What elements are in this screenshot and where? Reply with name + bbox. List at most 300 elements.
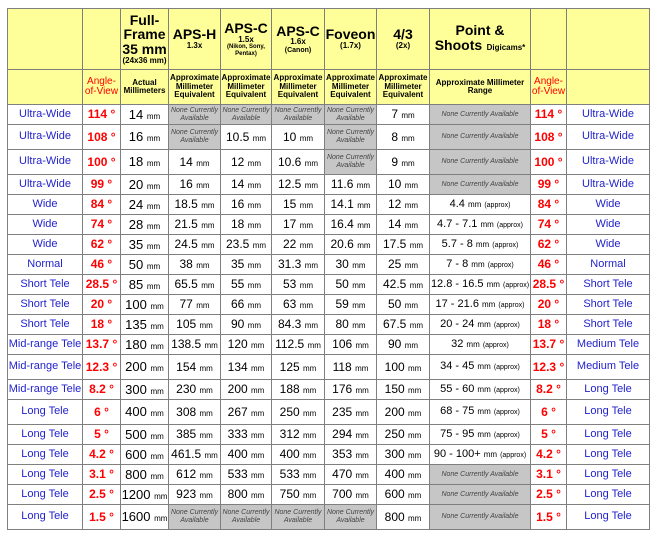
point-shoot-approx: (approx) (484, 201, 511, 209)
full-frame-cell-value: 35 (128, 236, 144, 252)
angle-of-view-cell: 28.5 ° (83, 275, 121, 295)
point-shoot-cell (430, 445, 531, 465)
equiv-header-foveon: Approximate Millimeter Equivalent (325, 70, 377, 105)
ft-cell-value: 14 (387, 217, 402, 232)
apsc2-cell (272, 465, 325, 485)
full-frame-cell-value: 600 (125, 446, 147, 462)
apsc1-cell-unit: mm (251, 363, 265, 373)
apsc1-cell (221, 295, 272, 315)
lens-type-cell-right: Medium Tele (567, 335, 650, 355)
point-shoot-approx: (approx) (500, 451, 527, 459)
apsc1-cell-unit: mm (247, 261, 262, 271)
point-shoot-cell-na: None Currently Available (430, 175, 531, 195)
apsc1-cell-value: 533 (227, 467, 248, 482)
full-frame-cell-unit: mm (146, 281, 161, 291)
apsc1-cell (221, 485, 272, 505)
point-shoot-value: 4.7 - 7.1 (437, 217, 478, 230)
apsh-cell (169, 400, 221, 425)
ft-cell (377, 335, 430, 355)
table-row (8, 400, 650, 425)
apsc1-cell (221, 175, 272, 195)
ft-cell-value: 400 (384, 467, 405, 482)
angle-of-view-cell: 84 ° (83, 195, 121, 215)
ft-cell-unit: mm (408, 471, 422, 481)
ft-cell-unit: mm (409, 241, 424, 251)
apsc1-cell-value: 120 (227, 337, 248, 352)
angle-of-view-cell-right: 74 ° (531, 215, 567, 235)
angle-of-view-cell: 100 ° (83, 150, 121, 175)
point-shoot-cell-na: None Currently Available (430, 105, 531, 125)
point-shoot-approx: (approx) (487, 261, 514, 269)
foveon-cell (325, 175, 377, 195)
apsh-cell (169, 315, 221, 335)
apsc2-cell-value: 31.3 (277, 257, 302, 272)
lens-type-cell-right: Ultra-Wide (567, 125, 650, 150)
apsh-cell-unit: mm (199, 321, 213, 331)
apsh-cell (169, 295, 221, 315)
foveon-cell-value: 50 (335, 277, 349, 292)
angle-of-view-cell: 4.2 ° (83, 445, 121, 465)
full-frame-cell-unit: mm (150, 341, 164, 351)
full-frame-cell-value: 16 (128, 129, 144, 145)
point-shoot-value: 90 - 100+ (433, 447, 481, 460)
full-frame-cell (121, 175, 169, 195)
full-frame-cell (121, 445, 169, 465)
ft-cell (377, 355, 430, 380)
foveon-cell-value: 106 (332, 337, 353, 352)
apsh-cell (169, 465, 221, 485)
point-shoot-cell (430, 315, 531, 335)
apsc1-cell (221, 150, 272, 175)
apsh-cell-value: 308 (176, 404, 197, 419)
apsc2-cell-unit: mm (303, 451, 317, 461)
point-shoot-cell (430, 215, 531, 235)
aps-c-canon-factor: 1.6x (290, 37, 306, 47)
lens-type-cell: Mid-range Tele (8, 355, 83, 380)
full-frame-cell (121, 235, 169, 255)
apsc2-cell-value: 12.5 (277, 177, 302, 192)
point-shoot-cell (430, 275, 531, 295)
apsh-cell-value: 21.5 (174, 217, 198, 232)
range-header-point-shoot: Approximate Millimeter Range (430, 70, 531, 105)
full-frame-size: 35 mm (122, 41, 167, 58)
apsc2-cell-value: 250 (279, 404, 300, 419)
angle-of-view-header: Angle-of-View (83, 70, 121, 105)
four-thirds-factor: (2x) (395, 41, 411, 51)
foveon-cell-unit: mm (355, 386, 369, 396)
header-aps-c-nikon (221, 9, 272, 70)
full-frame-cell-value: 24 (128, 196, 144, 212)
foveon-cell (325, 380, 377, 400)
full-frame-cell-value: 800 (125, 466, 147, 482)
apsc1-cell (221, 400, 272, 425)
foveon-cell-value: 235 (332, 404, 353, 419)
ft-cell (377, 425, 430, 445)
lens-type-cell-right: Ultra-Wide (567, 175, 650, 195)
ft-cell-unit: mm (404, 221, 419, 231)
apsh-cell-unit: mm (199, 491, 213, 501)
full-frame-cell-unit: mm (146, 159, 161, 169)
foveon-cell-value: 16.4 (330, 217, 354, 232)
apsh-cell-value: 612 (176, 467, 197, 482)
angle-of-view-cell-right: 108 ° (531, 125, 567, 150)
apsc2-cell (272, 355, 325, 380)
ft-cell (377, 275, 430, 295)
ft-cell-value: 150 (384, 382, 405, 397)
foveon-cell-value: 353 (332, 447, 353, 462)
point-shoot-sub: Digicams* (486, 42, 526, 52)
table-row (8, 465, 650, 485)
apsh-cell-value: 154 (176, 359, 197, 374)
full-frame-cell-value: 180 (125, 336, 147, 352)
apsh-cell (169, 335, 221, 355)
angle-of-view-cell-right: 46 ° (531, 255, 567, 275)
foveon-cell-na: None Currently Available (325, 105, 377, 125)
full-frame-cell-unit: mm (150, 364, 164, 374)
point-shoot-cell (430, 195, 531, 215)
ft-cell-value: 8 (391, 129, 398, 144)
full-frame-cell (121, 380, 169, 400)
full-frame-cell (121, 125, 169, 150)
apsh-cell (169, 150, 221, 175)
apsc1-cell-value: 12 (230, 154, 245, 169)
ft-cell-value: 250 (384, 427, 405, 442)
point-shoot-value: 34 - 45 (440, 360, 475, 373)
angle-of-view-cell: 46 ° (83, 255, 121, 275)
apsc1-cell-value: 55 (230, 277, 245, 292)
ft-cell-value: 17.5 (382, 237, 407, 252)
full-frame-cell-unit: mm (150, 471, 164, 481)
full-frame-cell-unit: mm (150, 451, 164, 461)
apsc2-cell-value: 312 (279, 427, 300, 442)
focal-length-table-wrapper (7, 8, 650, 530)
apsc1-cell (221, 195, 272, 215)
point-shoot-unit: mm (486, 279, 500, 289)
table-row (8, 175, 650, 195)
lens-type-cell: Ultra-Wide (8, 105, 83, 125)
apsc2-cell (272, 295, 325, 315)
lens-type-cell: Mid-range Tele (8, 380, 83, 400)
apsc2-cell (272, 275, 325, 295)
table-row (8, 255, 650, 275)
lens-type-cell: Ultra-Wide (8, 150, 83, 175)
apsh-cell-value: 385 (176, 427, 197, 442)
lens-type-cell-right: Wide (567, 215, 650, 235)
table-row (8, 105, 650, 125)
foveon-cell (325, 355, 377, 380)
foveon-cell-value: 20.6 (330, 237, 354, 252)
point-shoot-approx: (approx) (493, 321, 520, 329)
apsc2-cell-value: 63 (282, 297, 297, 312)
apsc2-cell-unit: mm (299, 133, 314, 143)
foveon-cell-unit: mm (355, 341, 369, 351)
ft-cell-value: 300 (384, 447, 405, 462)
ft-cell (377, 445, 430, 465)
apsc1-cell-unit: mm (247, 301, 262, 311)
angle-of-view-cell: 18 ° (83, 315, 121, 335)
header-aps-h (169, 9, 221, 70)
angle-of-view-cell: 20 ° (83, 295, 121, 315)
full-frame-cell-unit: mm (150, 409, 164, 419)
foveon-cell-na: None Currently Available (325, 150, 377, 175)
ft-cell-unit: mm (409, 321, 424, 331)
lens-type-cell-right: Long Tele (567, 400, 650, 425)
full-frame-cell-unit: mm (150, 301, 164, 311)
angle-of-view-cell-right: 5 ° (531, 425, 567, 445)
foveon-cell-unit: mm (356, 181, 371, 191)
apsc2-cell-value: 533 (279, 467, 300, 482)
apsc1-cell-value: 23.5 (225, 237, 250, 252)
angle-of-view-cell-right: 4.2 ° (531, 445, 567, 465)
header-four-thirds (377, 9, 430, 70)
table-row (8, 235, 650, 255)
foveon-cell (325, 215, 377, 235)
full-frame-cell-value: 85 (128, 276, 144, 292)
aps-c-nikon-brands: (Nikon, Sony, Pentax) (227, 44, 265, 57)
point-shoot-unit: mm (477, 429, 491, 439)
point-shoot-cell-na: None Currently Available (430, 465, 531, 485)
aps-h-title: APS-H (172, 26, 217, 43)
foveon-cell-unit: mm (355, 471, 369, 481)
full-frame-cell-value: 20 (128, 176, 144, 192)
table-row (8, 150, 650, 175)
apsh-cell-value: 230 (176, 382, 197, 397)
apsc1-cell-unit: mm (251, 471, 265, 481)
lens-type-cell-right: Wide (567, 235, 650, 255)
focal-length-table (7, 8, 650, 530)
apsh-cell-value: 77 (179, 297, 193, 312)
foveon-cell-unit: mm (355, 363, 369, 373)
full-frame-cell-unit: mm (146, 111, 161, 121)
lens-type-cell: Long Tele (8, 465, 83, 485)
apsc2-cell (272, 445, 325, 465)
apsh-cell (169, 425, 221, 445)
lens-type-cell-right: Short Tele (567, 295, 650, 315)
foveon-cell-unit: mm (352, 321, 366, 331)
apsc2-cell-unit: mm (303, 408, 317, 418)
foveon-cell-unit: mm (352, 301, 366, 311)
full-frame-cell (121, 105, 169, 125)
apsc1-cell-unit: mm (247, 321, 262, 331)
apsc2-cell (272, 380, 325, 400)
point-shoot-value: 32 (451, 337, 464, 350)
table-row (8, 315, 650, 335)
point-shoot-value: 20 - 24 (440, 317, 475, 330)
lens-type-cell-right: Normal (567, 255, 650, 275)
actual-mm-header: Actual Millimeters (121, 70, 169, 105)
table-row (8, 425, 650, 445)
ft-cell (377, 175, 430, 195)
apsc1-cell-unit: mm (251, 386, 265, 396)
full-frame-cell-unit: mm (154, 514, 168, 524)
apsc2-cell-value: 400 (279, 447, 300, 462)
apsc1-cell-value: 134 (227, 359, 248, 374)
aps-c-canon-title: APS-C (276, 22, 320, 39)
apsc1-cell-unit: mm (247, 201, 262, 211)
lens-type-cell: Normal (8, 255, 83, 275)
point-shoot-approx: (approx) (493, 386, 520, 394)
lens-type-cell: Long Tele (8, 505, 83, 530)
point-shoot-cell-na: None Currently Available (430, 485, 531, 505)
point-shoot-cell (430, 400, 531, 425)
apsc2-cell-unit: mm (303, 386, 317, 396)
apsc1-cell-unit: mm (247, 181, 262, 191)
apsc2-cell-na: None Currently Available (272, 105, 325, 125)
angle-of-view-cell: 8.2 ° (83, 380, 121, 400)
ft-cell (377, 150, 430, 175)
full-frame-cell-unit: mm (146, 261, 161, 271)
table-row (8, 125, 650, 150)
foveon-cell-value: 176 (332, 382, 353, 397)
full-frame-cell-unit: mm (146, 221, 161, 231)
foveon-cell (325, 425, 377, 445)
angle-of-view-cell: 2.5 ° (83, 485, 121, 505)
apsh-cell-value: 138.5 (171, 337, 202, 352)
foveon-cell-na: None Currently Available (325, 125, 377, 150)
angle-of-view-cell-right: 20 ° (531, 295, 567, 315)
apsc1-cell (221, 235, 272, 255)
full-frame-cell-unit: mm (150, 321, 164, 331)
apsh-cell-unit: mm (199, 471, 213, 481)
foveon-cell (325, 275, 377, 295)
apsc2-cell-unit: mm (303, 491, 317, 501)
full-frame-cell-value: 1600 (121, 509, 151, 525)
point-shoot-unit: mm (466, 339, 480, 349)
angle-of-view-cell-right: 6 ° (531, 400, 567, 425)
subheader-blank-right (567, 70, 650, 105)
apsh-cell-value: 14 (179, 154, 193, 169)
foveon-cell-unit: mm (355, 408, 369, 418)
ft-cell (377, 195, 430, 215)
lens-type-cell: Long Tele (8, 485, 83, 505)
apsc2-cell (272, 125, 325, 150)
point-shoot-unit: mm (477, 407, 491, 417)
foveon-cell (325, 235, 377, 255)
point-shoot-cell-na: None Currently Available (430, 505, 531, 530)
lens-type-cell-right: Medium Tele (567, 355, 650, 380)
header-foveon (325, 9, 377, 70)
foveon-cell-unit: mm (355, 491, 369, 501)
point-shoot-cell (430, 355, 531, 380)
apsc1-cell-value: 35 (230, 257, 245, 272)
apsh-cell-unit: mm (201, 281, 215, 291)
apsc2-cell-unit: mm (303, 471, 317, 481)
point-shoot-approx: (approx) (502, 281, 530, 289)
apsh-cell (169, 195, 221, 215)
table-row (8, 505, 650, 530)
apsc2-cell-value: 84.3 (277, 317, 302, 332)
ft-cell-value: 800 (384, 509, 405, 524)
apsc1-cell (221, 275, 272, 295)
lens-type-cell: Mid-range Tele (8, 335, 83, 355)
full-frame-cell-unit: mm (146, 201, 161, 211)
apsc2-cell-unit: mm (299, 281, 314, 291)
full-frame-cell (121, 315, 169, 335)
point-shoot-cell (430, 235, 531, 255)
angle-of-view-cell-right: 2.5 ° (531, 485, 567, 505)
full-frame-cell (121, 485, 169, 505)
apsc1-cell-value: 14 (230, 177, 245, 192)
apsh-cell (169, 445, 221, 465)
ft-cell-value: 50 (387, 297, 402, 312)
apsc2-cell (272, 255, 325, 275)
angle-of-view-cell: 1.5 ° (83, 505, 121, 530)
full-frame-cell-value: 400 (125, 404, 147, 420)
foveon-factor: (1.7x) (340, 41, 361, 51)
full-frame-cell (121, 400, 169, 425)
ft-cell-value: 600 (384, 487, 405, 502)
header-aps-c-canon (272, 9, 325, 70)
point-shoot-value: 17 - 21.6 (435, 297, 479, 310)
point-shoot-value: 12.8 - 16.5 (430, 277, 484, 290)
apsh-cell (169, 380, 221, 400)
apsc2-cell-unit: mm (303, 431, 317, 441)
table-row (8, 215, 650, 235)
subheader-blank-left (8, 70, 83, 105)
lens-type-cell: Long Tele (8, 400, 83, 425)
apsh-cell-na: None Currently Available (169, 505, 221, 530)
foveon-cell-value: 700 (332, 487, 353, 502)
point-shoot-unit: mm (475, 239, 490, 249)
lens-type-cell: Long Tele (8, 445, 83, 465)
apsc2-cell-unit: mm (299, 241, 314, 251)
ft-cell (377, 315, 430, 335)
apsc2-cell (272, 315, 325, 335)
apsc1-cell-unit: mm (251, 431, 265, 441)
apsh-cell-unit: mm (199, 408, 213, 418)
aps-c-canon-brands: (Canon) (284, 46, 312, 54)
full-frame-cell-unit: mm (146, 241, 161, 251)
point-shoot-value: 55 - 60 (440, 382, 475, 395)
apsc1-cell-unit: mm (251, 491, 265, 501)
ft-cell (377, 505, 430, 530)
ft-cell (377, 105, 430, 125)
full-frame-cell-unit: mm (150, 431, 164, 441)
header-blank-angle-right (531, 9, 567, 70)
angle-of-view-cell-right: 99 ° (531, 175, 567, 195)
point-shoot-title2: Shoots (434, 36, 483, 53)
angle-of-view-cell-right: 18 ° (531, 315, 567, 335)
angle-of-view-cell-right: 3.1 ° (531, 465, 567, 485)
apsh-cell-value: 105 (176, 317, 197, 332)
foveon-cell-unit: mm (357, 201, 371, 211)
point-shoot-cell (430, 380, 531, 400)
apsh-cell-unit: mm (201, 241, 215, 251)
foveon-cell-unit: mm (352, 261, 366, 271)
point-shoot-unit: mm (477, 319, 491, 329)
apsc2-cell (272, 400, 325, 425)
apsc1-cell (221, 315, 272, 335)
point-shoot-approx: (approx) (493, 409, 520, 417)
foveon-cell-value: 11.6 (330, 177, 354, 192)
point-shoot-value: 68 - 75 (440, 405, 475, 418)
ft-cell (377, 215, 430, 235)
ft-cell-value: 42.5 (382, 277, 407, 292)
apsc2-cell-unit: mm (299, 301, 314, 311)
apsh-cell-unit: mm (201, 221, 215, 231)
ft-cell-value: 7 (391, 107, 398, 122)
point-shoot-title: Point & (455, 22, 505, 39)
angle-of-view-cell: 3.1 ° (83, 465, 121, 485)
full-frame-cell-unit: mm (146, 134, 161, 144)
apsc1-cell (221, 215, 272, 235)
foveon-cell (325, 465, 377, 485)
angle-of-view-cell-right: 12.3 ° (531, 355, 567, 380)
apsc1-cell-value: 18 (230, 217, 245, 232)
angle-of-view-cell-right: 8.2 ° (531, 380, 567, 400)
point-shoot-cell (430, 295, 531, 315)
apsc2-cell (272, 215, 325, 235)
